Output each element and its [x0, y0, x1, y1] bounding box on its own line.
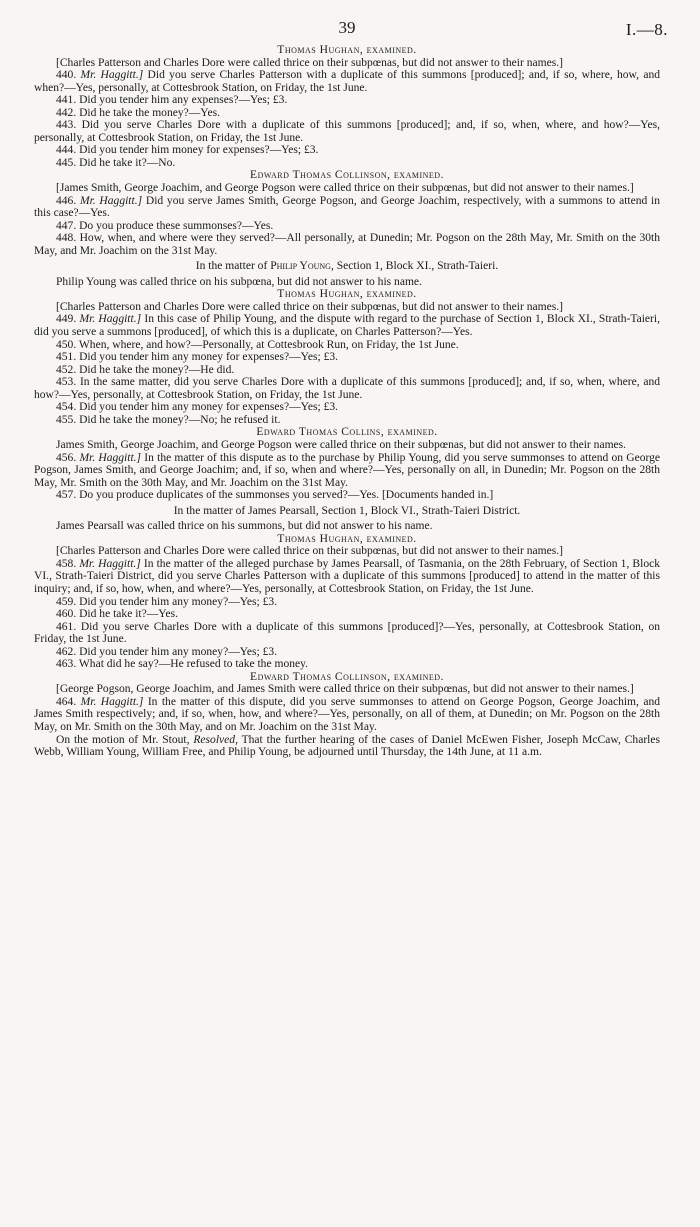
question-text: Did he take the money?—Yes.	[79, 106, 220, 119]
question-number: 445.	[56, 156, 80, 169]
paragraph-text: Philip Young was called thrice on his subpœna, but did not answer to his name.	[56, 275, 422, 288]
question-paragraph	[34, 489, 660, 502]
question-paragraph	[34, 401, 660, 414]
matter-heading	[34, 505, 660, 518]
paragraph-text: James Smith, George Joachim, and George Pogson were called thrice on their subpœnas, but did not answer to their names.	[56, 438, 627, 451]
question-text: Did you tender him any money for expenses?—Yes; £3.	[79, 401, 339, 414]
resolution-prefix: On the motion of Mr. Stout,	[56, 733, 194, 746]
witness-name: Thomas Hughan	[277, 288, 360, 301]
matter-heading	[34, 260, 660, 273]
question-number: 442.	[56, 106, 80, 119]
witness-status: , examined.	[380, 426, 438, 439]
question-text: Did you serve Charles Dore with a duplicate of this summons [produced]; and, if so, when, where, and how?—Yes, personally, at Cottesbrook Station, on Friday, the 1st June.	[34, 119, 660, 144]
question-paragraph	[34, 220, 660, 233]
question-text: When, where, and how?—Personally, at Cottesbrook Run, on Friday, the 1st June.	[78, 338, 459, 351]
question-paragraph	[34, 658, 660, 671]
question-paragraph	[34, 313, 660, 338]
question-paragraph	[34, 232, 660, 257]
question-number: 448.	[56, 232, 80, 245]
witness-heading	[34, 169, 660, 182]
question-text: Do you produce these summonses?—Yes.	[79, 219, 274, 232]
question-paragraph	[34, 596, 660, 609]
question-number: 456.	[56, 451, 80, 464]
question-text: Did you tender him any money for expenses?—Yes; £3.	[79, 351, 339, 364]
question-paragraph	[34, 376, 660, 401]
question-paragraph	[34, 107, 660, 120]
question-number: 457.	[56, 489, 80, 502]
questioner-name: Mr. Haggitt.]	[79, 313, 142, 326]
matter-prefix: In the matter of	[195, 260, 271, 273]
question-number: 463.	[56, 658, 79, 671]
question-number: 454.	[56, 401, 80, 414]
question-paragraph	[34, 94, 660, 107]
question-paragraph	[34, 696, 660, 734]
witness-status: , examined.	[387, 169, 444, 182]
question-text: Did you tender him any money?—Yes; £3.	[79, 595, 278, 608]
witness-name: Edward Thomas Collinson	[250, 169, 388, 182]
narrative-paragraph	[34, 520, 660, 533]
questioner-name: Mr. Haggitt.]	[80, 69, 144, 82]
paragraph-text: [George Pogson, George Joachim, and James Smith were called thrice on their subpœnas, but did not answer to their names.]	[56, 683, 634, 696]
question-paragraph	[34, 621, 660, 646]
question-number: 446.	[56, 194, 80, 207]
witness-status: , examined.	[387, 670, 444, 683]
witness-heading	[34, 671, 660, 684]
question-text: Did he take the money?—He did.	[79, 363, 235, 376]
question-number: 459.	[56, 595, 80, 608]
question-paragraph	[34, 157, 660, 170]
paragraph-text: [Charles Patterson and Charles Dore were called thrice on their subpœnas, but did not answer to their names.]	[56, 300, 563, 313]
question-text: In this case of Philip Young, and the dispute with regard to the purchase of Section 1, Block XI., Strath-Taieri, did you serve a summons [produced], of which this is a duplicate, on Charles Patterson?—Yes.	[34, 313, 661, 339]
matter-suffix: , Section 1, Block XI., Strath-Taieri.	[330, 260, 499, 273]
document-body	[34, 44, 660, 759]
witness-heading	[34, 288, 660, 301]
witness-name: Edward Thomas Collins	[256, 426, 381, 439]
question-number: 443.	[56, 119, 82, 132]
question-text: Did you serve Charles Patterson with a duplicate of this summons [produced]; and, if so, where, how, and when?—Yes, personally, at Cottesbrook Station, on Friday, the 1st June.	[34, 69, 661, 94]
question-text: Did he take it?—No.	[79, 156, 176, 169]
document-reference: I.—8.	[625, 20, 668, 39]
question-text: Did you tender him any money?—Yes; £3.	[79, 645, 278, 658]
question-number: 444.	[56, 144, 80, 157]
question-text: Did you tender him money for expenses?—Yes; £3.	[79, 144, 319, 157]
question-number: 461.	[56, 620, 81, 633]
witness-status: , examined.	[359, 532, 417, 545]
question-number: 452.	[56, 363, 80, 376]
question-number: 455.	[56, 413, 80, 426]
questioner-name: Mr. Haggitt.]	[79, 557, 141, 570]
question-paragraph	[34, 339, 660, 352]
question-number: 464.	[56, 695, 81, 708]
question-paragraph	[34, 119, 660, 144]
question-number: 462.	[56, 645, 80, 658]
narrative-paragraph	[34, 545, 660, 558]
question-text: In the matter of this dispute as to the purchase by Philip Young, did you serve summonses to attend on George Pogson, James Smith, and George Joachim; and, if so, when and where?—Yes, personally on all, in Dunedin; Mr. Pogson on the 28th May, Mr. Smith on the 30th May, and Mr. Joachim on the 31st May.	[34, 451, 661, 489]
question-number: 440.	[56, 69, 81, 82]
narrative-paragraph	[34, 439, 660, 452]
narrative-paragraph	[34, 301, 660, 314]
witness-name: Thomas Hughan	[277, 532, 360, 545]
question-paragraph	[34, 351, 660, 364]
question-text: How, when, and where were they served?—All personally, at Dunedin; Mr. Pogson on the 28th May, Mr. Smith on the 30th May, and Mr. Joachim on the 31st May.	[34, 232, 660, 257]
question-number: 441.	[56, 94, 80, 107]
narrative-paragraph	[34, 276, 660, 289]
paragraph-text: [James Smith, George Joachim, and George Pogson were called thrice on their subpœnas, but did not answer to their names.]	[56, 182, 634, 195]
question-number: 450.	[56, 338, 79, 351]
witness-heading	[34, 533, 660, 546]
question-paragraph	[34, 195, 660, 220]
resolved-word: Resolved	[193, 733, 236, 746]
question-paragraph	[34, 414, 660, 427]
resolution-paragraph	[34, 734, 660, 759]
matter-name: Philip Young	[270, 260, 331, 273]
question-text: In the same matter, did you serve Charles Dore with a duplicate of this summons [produced]; and, if so, when, where, and how?—Yes, personally, at Cottesbrook Station, on Friday, the 1st June.	[34, 376, 661, 401]
witness-heading	[34, 426, 660, 439]
paragraph-text: [Charles Patterson and Charles Dore were called thrice on their subpœnas, but did not answer to their names.]	[56, 545, 563, 558]
question-number: 451.	[56, 351, 80, 364]
question-paragraph	[34, 558, 660, 596]
witness-status: , examined.	[359, 44, 417, 56]
narrative-paragraph	[34, 57, 660, 70]
question-paragraph	[34, 646, 660, 659]
narrative-paragraph	[34, 182, 660, 195]
matter-prefix: In the matter of James Pearsall, Section 1, Block VI., Strath-Taieri District.	[173, 504, 521, 517]
question-number: 449.	[56, 313, 80, 326]
questioner-name: Mr. Haggitt.]	[79, 194, 143, 207]
question-paragraph	[34, 69, 660, 94]
question-text: Did you serve James Smith, George Pogson, and George Joachim, respectively, with a summons to attend in this case?—Yes.	[34, 194, 661, 220]
question-text: Did you serve Charles Dore with a duplicate of this summons [produced]?—Yes, personally, at Cottesbrook Station, on Friday, the 1st June.	[34, 620, 660, 646]
question-text: Do you produce duplicates of the summonses you served?—Yes. [Documents handed in.]	[79, 489, 494, 502]
page-header	[34, 14, 668, 44]
witness-status: , examined.	[359, 288, 417, 301]
narrative-paragraph	[34, 683, 660, 696]
question-paragraph	[34, 608, 660, 621]
witness-name: Edward Thomas Collinson	[250, 670, 388, 683]
question-number: 458.	[56, 557, 80, 570]
resolution-text: , That the further hearing of the cases of Daniel McEwen Fisher, Joseph McCaw, Charles Webb, William Young, William Free, and Philip Young, be adjourned until Thursday, the 14th June, at 11 a.m.	[34, 733, 660, 759]
question-text: In the matter of the alleged purchase by James Pearsall, of Tasmania, on the 28th February, of Section 1, Block VI., Strath-Taieri District, did you serve Charles Patterson with a duplicate of this summons [produced] to attend in the matter of this inquiry; and, if so, how, when, and where?—Yes, personally, at Cottesbrook Station, on Friday, the 1st June.	[34, 557, 661, 595]
paragraph-text: James Pearsall was called thrice on his summons, but did not answer to his name.	[56, 520, 433, 533]
question-number: 453.	[56, 376, 80, 389]
question-text: Did he take it?—Yes.	[79, 608, 178, 621]
questioner-name: Mr. Haggitt.]	[80, 695, 144, 708]
question-paragraph	[34, 452, 660, 490]
witness-heading	[34, 44, 660, 57]
question-number: 460.	[56, 608, 80, 621]
paragraph-text: [Charles Patterson and Charles Dore were called thrice on their subpœnas, but did not answer to their names.]	[56, 56, 563, 69]
question-paragraph	[34, 144, 660, 157]
witness-name: Thomas Hughan	[277, 44, 360, 56]
question-text: Did you tender him any expenses?—Yes; £3.	[79, 94, 288, 107]
question-text: Did he take the money?—No; he refused it.	[79, 413, 281, 426]
question-text: What did he say?—He refused to take the money.	[78, 658, 309, 671]
question-text: In the matter of this dispute, did you serve summonses to attend on George Pogson, George Joachim, and James Smith respectively; and, if so, when, how, and where?—Yes, personally, on all of them, at Dunedin; on Mr. Pogson on the 28th May, on Mr. Smith on the 30th May, and on Mr. Joachim on the 31st May.	[34, 695, 661, 733]
question-number: 447.	[56, 219, 80, 232]
question-paragraph	[34, 364, 660, 377]
page-number: 39	[338, 18, 356, 37]
questioner-name: Mr. Haggitt.]	[79, 451, 142, 464]
